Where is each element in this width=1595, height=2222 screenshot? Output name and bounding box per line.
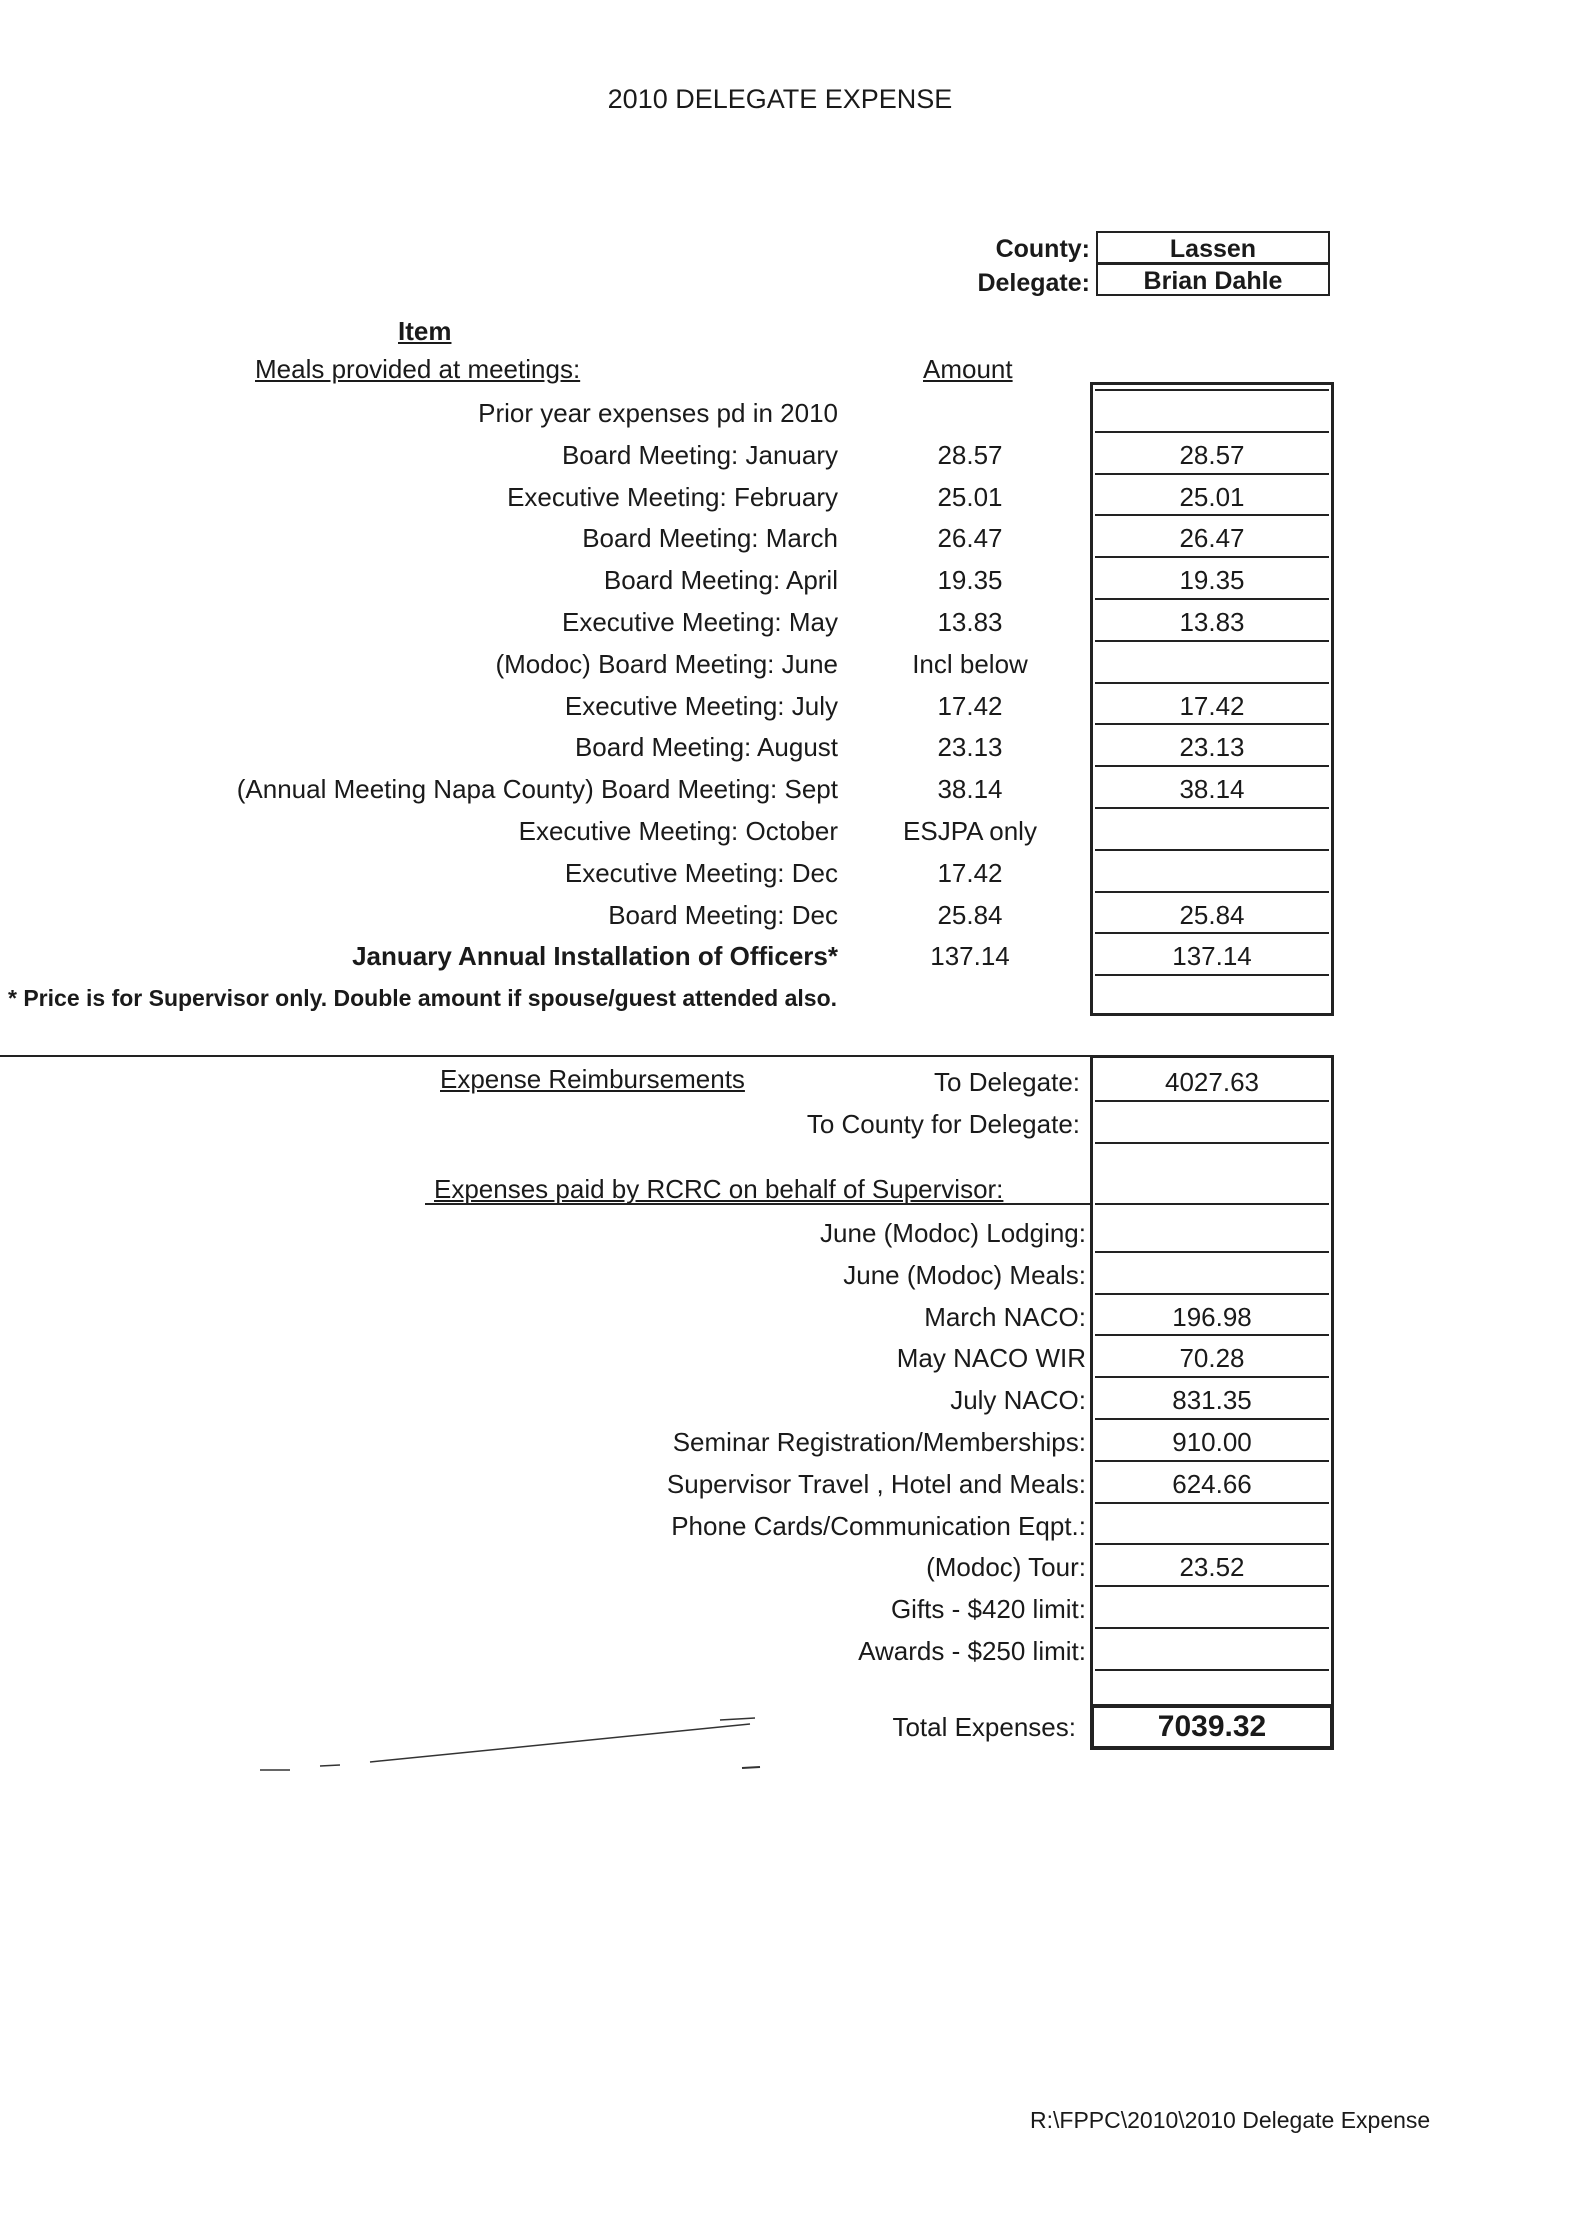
rcrc-item-label: Phone Cards/Communication Eqpt.: bbox=[671, 1510, 1086, 1541]
meal-item-label: (Modoc) Board Meeting: June bbox=[495, 648, 838, 679]
rcrc-item-label: June (Modoc) Meals: bbox=[843, 1259, 1086, 1290]
meal-item-box-value: 38.14 bbox=[1179, 774, 1245, 805]
box-row-line bbox=[1095, 1293, 1329, 1295]
meal-item-box-value: 17.42 bbox=[1179, 690, 1245, 721]
rcrc-item-label: Awards - $250 limit: bbox=[858, 1636, 1086, 1666]
to-delegate-value: 4027.63 bbox=[1165, 1067, 1259, 1097]
meal-item-amount: 17.42 bbox=[937, 690, 1003, 721]
meal-item-box-value: 25.84 bbox=[1179, 899, 1245, 930]
rcrc-item-value: 831.35 bbox=[1172, 1385, 1252, 1416]
box-row-line bbox=[1095, 1460, 1329, 1462]
meal-item-label: Executive Meeting: February bbox=[507, 481, 838, 512]
meal-item-amount: 38.14 bbox=[937, 774, 1003, 805]
county-label: County: bbox=[995, 235, 1090, 263]
delegate-value: Brian Dahle bbox=[1096, 263, 1330, 296]
rcrc-item-value: 624.66 bbox=[1172, 1468, 1252, 1499]
total-value: 7039.32 bbox=[1090, 1704, 1334, 1750]
meal-item-amount: 25.84 bbox=[937, 899, 1003, 930]
meal-item-amount: Incl below bbox=[912, 648, 1028, 679]
rcrc-section-label: Expenses paid by RCRC on behalf of Supervisor: bbox=[434, 1174, 1004, 1204]
total-label: Total Expenses: bbox=[892, 1712, 1076, 1742]
meal-item-label: Board Meeting: Dec bbox=[608, 899, 838, 930]
section-divider bbox=[0, 1055, 1093, 1057]
expense-reimbursements-label: Expense Reimbursements bbox=[440, 1064, 745, 1094]
rcrc-item-label: May NACO WIR bbox=[896, 1343, 1086, 1374]
meal-item-amount: 23.13 bbox=[937, 732, 1003, 763]
meal-item-label: (Annual Meeting Napa County) Board Meeting: Sept bbox=[236, 774, 838, 805]
box-row-line bbox=[1095, 1627, 1329, 1629]
rcrc-item-value: 23.52 bbox=[1179, 1552, 1245, 1583]
amount-column-header: Amount bbox=[923, 354, 1013, 384]
box-row-line bbox=[1095, 1203, 1329, 1205]
rcrc-item-value: 910.00 bbox=[1172, 1427, 1252, 1457]
file-path-footer: R:\FPPC\2010\2010 Delegate Expense bbox=[1030, 2107, 1431, 2133]
rcrc-item-value: 70.28 bbox=[1179, 1343, 1245, 1374]
meal-item-label: Board Meeting: August bbox=[574, 732, 838, 763]
rcrc-item-label: July NACO: bbox=[950, 1385, 1086, 1416]
box-row-line bbox=[1095, 891, 1329, 893]
box-row-line bbox=[1095, 1251, 1329, 1253]
rcrc-item-label: (Modoc) Tour: bbox=[926, 1552, 1086, 1583]
rcrc-item-value: 196.98 bbox=[1172, 1301, 1252, 1332]
meal-item-amount: 26.47 bbox=[937, 523, 1003, 554]
meal-item-amount: 137.14 bbox=[930, 941, 1010, 972]
rcrc-item-label: March NACO: bbox=[924, 1301, 1086, 1332]
to-county-label: To County for Delegate: bbox=[806, 1109, 1080, 1139]
box-row-line bbox=[1095, 849, 1329, 851]
meal-item-amount: ESJPA only bbox=[903, 816, 1037, 846]
box-row-line bbox=[1095, 514, 1329, 516]
box-row-line bbox=[1095, 1100, 1329, 1102]
meal-item-amount: 19.35 bbox=[937, 565, 1003, 596]
box-row-line bbox=[1095, 389, 1329, 391]
box-row-line bbox=[1095, 807, 1329, 809]
meal-item-box-value: 25.01 bbox=[1179, 481, 1245, 512]
meal-item-amount: 28.57 bbox=[937, 439, 1003, 470]
box-row-line bbox=[1095, 682, 1329, 684]
supervisor-note: * Price is for Supervisor only. Double amount if spouse/guest attended also. bbox=[8, 985, 838, 1011]
page-title: 2010 DELEGATE EXPENSE bbox=[607, 84, 953, 114]
box-row-line bbox=[1095, 765, 1329, 767]
meal-item-label: Executive Meeting: July bbox=[564, 690, 838, 721]
to-delegate-label: To Delegate: bbox=[934, 1067, 1080, 1097]
meal-item-label: Prior year expenses pd in 2010 bbox=[478, 398, 838, 428]
item-column-header: Item bbox=[398, 316, 452, 346]
meal-item-label: Executive Meeting: Dec bbox=[564, 857, 838, 888]
meal-item-label: Executive Meeting: October bbox=[518, 816, 838, 846]
rcrc-item-label: Gifts - $420 limit: bbox=[890, 1594, 1086, 1625]
meal-item-amount: 25.01 bbox=[937, 481, 1003, 512]
meal-item-label: Executive Meeting: May bbox=[561, 607, 838, 637]
box-row-line bbox=[1095, 723, 1329, 725]
box-row-line bbox=[1095, 1669, 1329, 1671]
meal-item-amount: 13.83 bbox=[937, 607, 1003, 637]
rcrc-underline bbox=[425, 1203, 1090, 1205]
rcrc-item-label: Supervisor Travel , Hotel and Meals: bbox=[666, 1468, 1086, 1499]
box-row-line bbox=[1095, 640, 1329, 642]
scan-smudge bbox=[250, 1710, 770, 1780]
rcrc-item-label: Seminar Registration/Memberships: bbox=[672, 1427, 1086, 1457]
meal-item-box-value: 19.35 bbox=[1179, 565, 1245, 596]
meal-item-label: Board Meeting: January bbox=[561, 439, 838, 470]
box-row-line bbox=[1095, 598, 1329, 600]
box-row-line bbox=[1095, 1585, 1329, 1587]
meal-item-box-value: 28.57 bbox=[1179, 439, 1245, 470]
meal-item-box-value: 23.13 bbox=[1179, 732, 1245, 763]
box-row-line bbox=[1095, 1543, 1329, 1545]
meal-item-label: January Annual Installation of Officers* bbox=[352, 941, 838, 972]
box-row-line bbox=[1095, 473, 1329, 475]
box-row-line bbox=[1095, 974, 1329, 976]
box-row-line bbox=[1095, 556, 1329, 558]
meal-item-amount: 17.42 bbox=[937, 857, 1003, 888]
county-value: Lassen bbox=[1096, 231, 1330, 264]
meals-section-header: Meals provided at meetings: bbox=[255, 354, 581, 384]
rcrc-item-label: June (Modoc) Lodging: bbox=[820, 1218, 1086, 1248]
meal-item-box-value: 137.14 bbox=[1172, 941, 1252, 972]
box-row-line bbox=[1095, 1376, 1329, 1378]
box-row-line bbox=[1095, 932, 1329, 934]
meal-item-label: Board Meeting: March bbox=[582, 523, 838, 554]
delegate-label: Delegate: bbox=[977, 269, 1090, 297]
meal-item-label: Board Meeting: April bbox=[603, 565, 838, 596]
box-row-line bbox=[1095, 431, 1329, 433]
meal-item-box-value: 13.83 bbox=[1179, 607, 1245, 637]
box-row-line bbox=[1095, 1502, 1329, 1504]
box-row-line bbox=[1095, 1142, 1329, 1144]
box-row-line bbox=[1095, 1418, 1329, 1420]
meal-item-box-value: 26.47 bbox=[1179, 523, 1245, 554]
box-row-line bbox=[1095, 1334, 1329, 1336]
